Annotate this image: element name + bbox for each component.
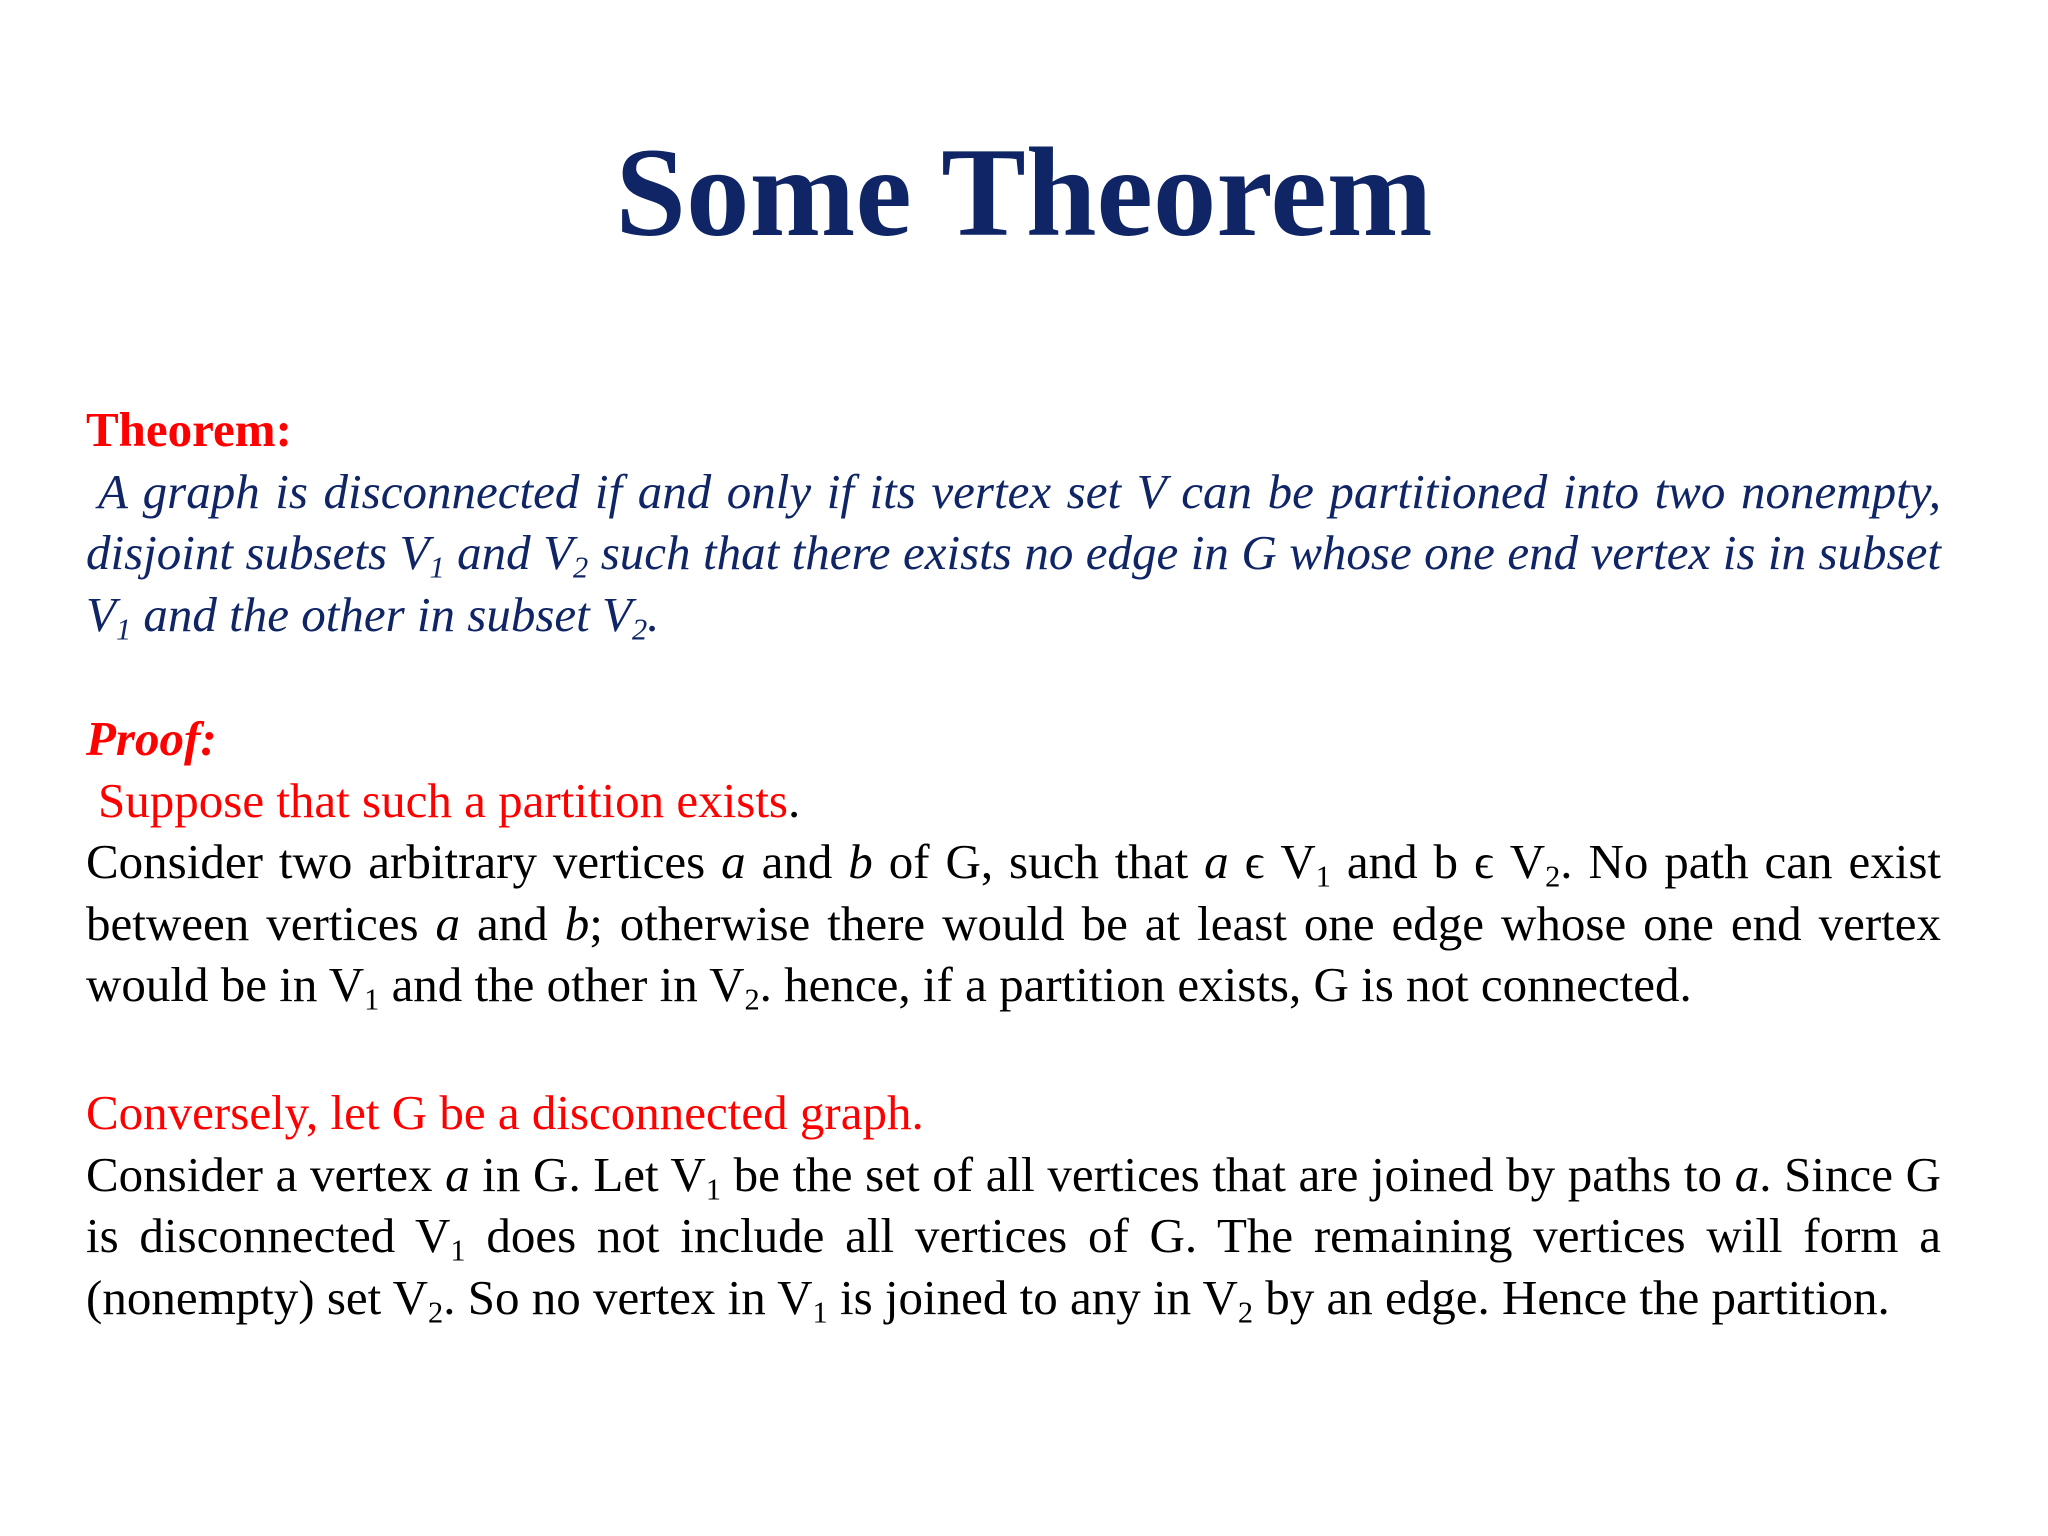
converse-lead: Conversely, let G be a disconnected graph. (86, 1085, 924, 1140)
subscript: 2 (428, 1295, 444, 1329)
converse-text: . Since G is disconnected V (86, 1146, 1942, 1263)
proof-text: and b ϵ V (1330, 834, 1546, 889)
proof-text: Consider two arbitrary vertices (86, 834, 722, 889)
subscript: 1 (1315, 859, 1331, 894)
proof-lead (86, 770, 1941, 832)
theorem-text-2: and V (444, 525, 574, 580)
subscript: 2 (744, 982, 760, 1017)
subscript-1: 1 (115, 612, 132, 646)
theorem-text-3: such that there exists no edge in G whose one end vertex is in subset V (86, 525, 1941, 642)
theorem-statement (86, 461, 1941, 646)
proof-lead-period: . (788, 772, 801, 828)
var-b: b (564, 895, 590, 951)
converse-text: does not include all vertices of G. The remaining vertices will form a (nonempty) set V (86, 1208, 1941, 1325)
proof-block (86, 708, 1941, 1016)
proof-text: . No path can exist between vertices (86, 834, 1942, 951)
converse-paragraph (86, 1144, 1941, 1329)
subscript: 2 (1237, 1295, 1254, 1329)
converse-text: . So no vertex in V (443, 1269, 813, 1325)
subscript-2: 2 (631, 612, 648, 646)
proof-text: of G, such that (872, 834, 1205, 889)
proof-text: ; otherwise there would be at least one edge whose one end vertex would be in V (86, 895, 1942, 1012)
subscript: 1 (705, 1172, 722, 1206)
var-a: a (445, 1146, 470, 1202)
theorem-text-4: and the other in subset V (131, 586, 632, 642)
proof-paragraph (86, 831, 1941, 1016)
converse-text: Consider a vertex (86, 1146, 446, 1202)
proof-text: . hence, if a partition exists, G is not connected. (759, 957, 1692, 1012)
subscript: 1 (450, 1233, 466, 1268)
var-b: b (848, 834, 873, 889)
proof-text: and (745, 834, 849, 889)
var-a: a (1734, 1146, 1760, 1202)
subscript: 1 (812, 1295, 828, 1329)
converse-text: be the set of all vertices that are joined by paths to (721, 1146, 1735, 1202)
proof-text: and (460, 895, 565, 951)
proof-text: and the other in V (379, 957, 745, 1012)
converse-block (86, 1082, 1941, 1328)
proof-text: ϵ V (1228, 834, 1316, 889)
var-a: a (721, 834, 746, 889)
converse-text: in G. Let V (469, 1146, 706, 1202)
var-a: a (435, 895, 461, 951)
var-a: a (1204, 834, 1229, 889)
subscript: 2 (1545, 859, 1561, 894)
theorem-block (86, 399, 1941, 645)
proof-heading: Proof: (86, 711, 217, 766)
slide-title: Some Theorem (615, 123, 1433, 263)
subscript: 1 (364, 982, 380, 1017)
converse-text: is joined to any in V (827, 1269, 1238, 1325)
converse-text: by an edge. Hence the partition. (1253, 1269, 1890, 1325)
subscript-1: 1 (429, 550, 445, 585)
theorem-heading: Theorem: (86, 402, 292, 457)
proof-lead-text: Suppose that such a partition exists (98, 772, 788, 828)
theorem-text-5: . (647, 586, 660, 642)
subscript-2: 2 (573, 550, 589, 585)
theorem-text-1: A graph is disconnected if and only if its vertex set V can be partitioned into two nonempty, disjoint subsets V (86, 463, 1941, 580)
